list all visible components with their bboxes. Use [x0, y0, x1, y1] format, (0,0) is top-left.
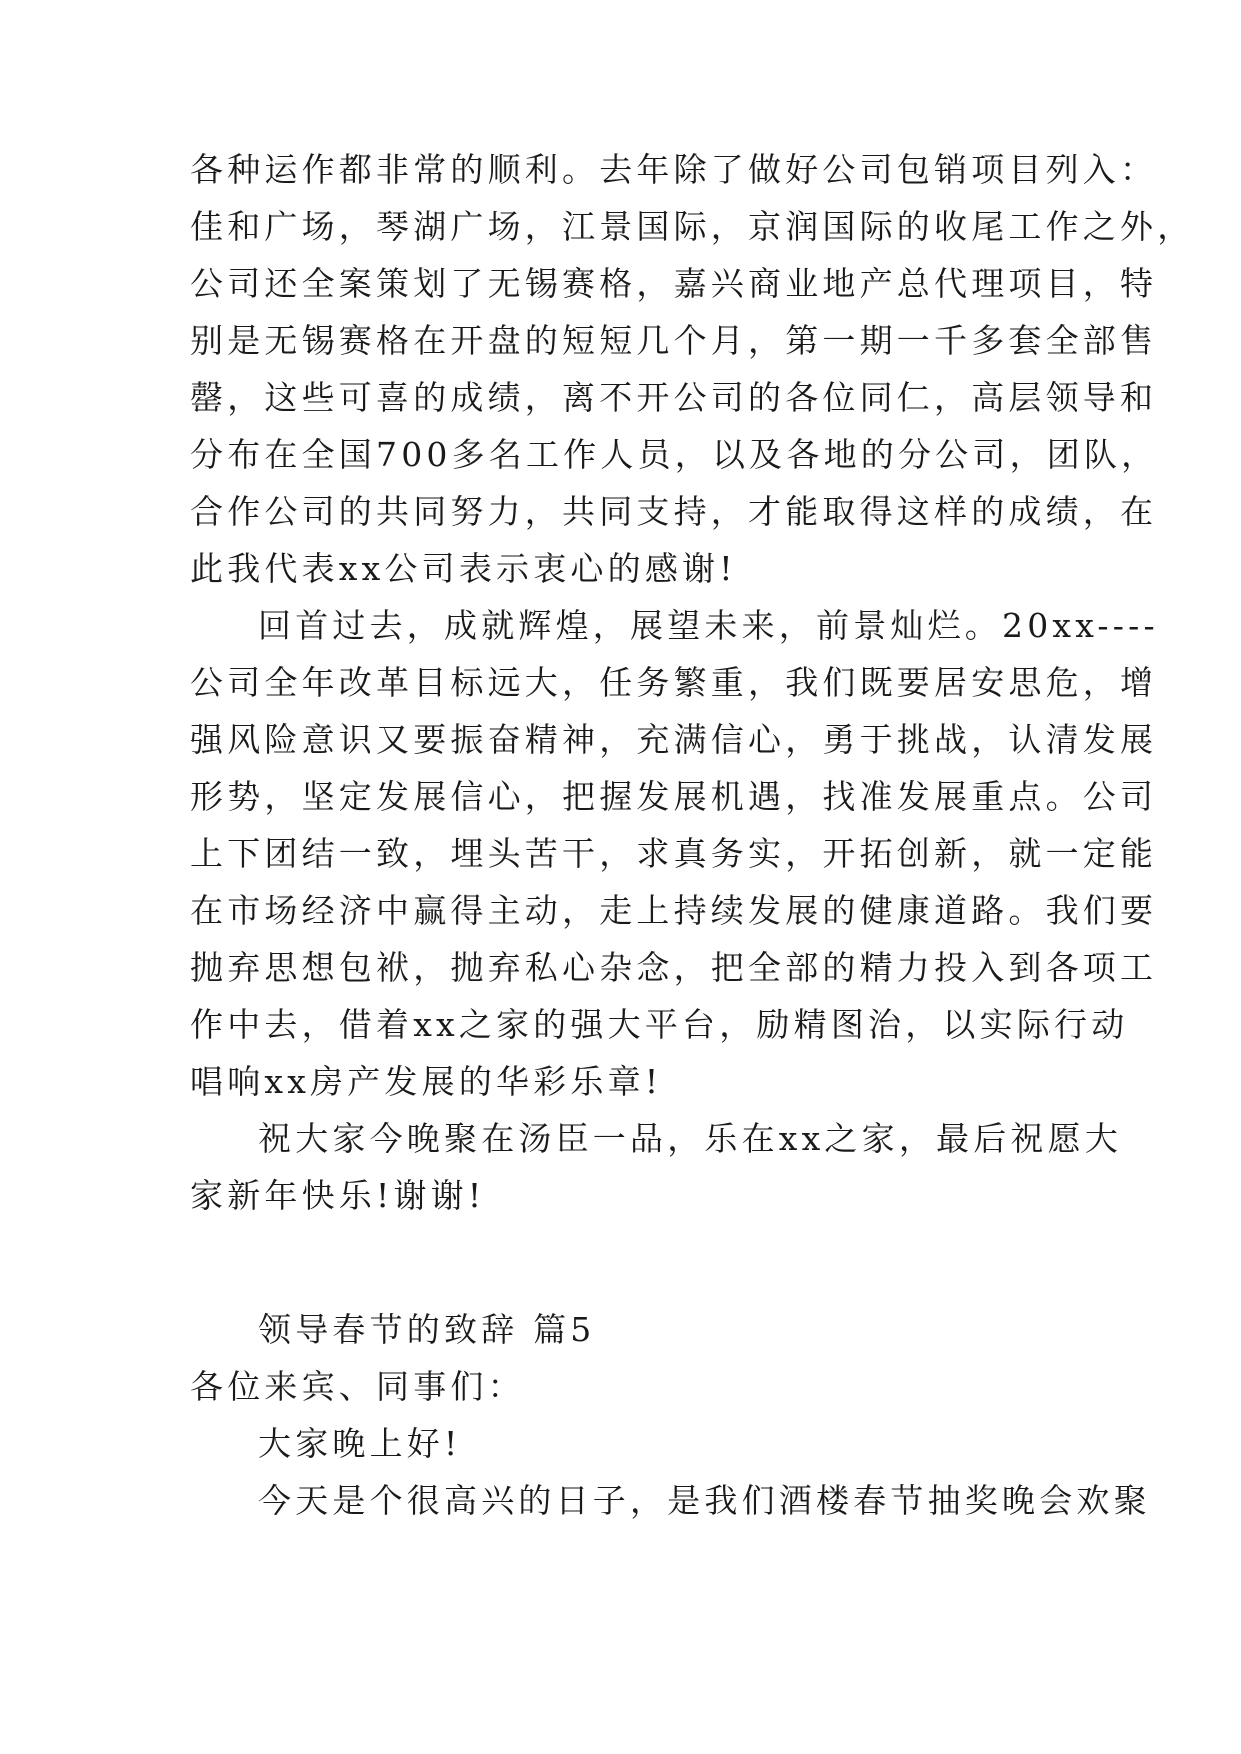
paragraph-1-line-7: 合作公司的共同努力，共同支持，才能取得这样的成绩，在: [190, 492, 1158, 531]
paragraph-1-line-2: 佳和广场，琴湖广场，江景国际，京润国际的收尾工作之外，: [190, 207, 1195, 246]
paragraph-2-line-2: 公司全年改革目标远大，任务繁重，我们既要居安思危，增: [190, 663, 1158, 702]
paragraph-3-line-2: 家新年快乐!谢谢!: [190, 1176, 486, 1215]
paragraph-2-line-4: 形势，坚定发展信心，把握发展机遇，找准发展重点。公司: [190, 777, 1158, 816]
paragraph-1-line-3: 公司还全案策划了无锡赛格，嘉兴商业地产总代理项目，特: [190, 264, 1158, 303]
salutation: 各位来宾、同事们：: [190, 1367, 525, 1406]
paragraph-2-line-1: 回首过去，成就辉煌，展望未来，前景灿烂。20xx----: [258, 606, 1159, 645]
paragraph-2-line-5: 上下团结一致，埋头苦干，求真务实，开拓创新，就一定能: [190, 834, 1158, 873]
paragraph-3-line-1: 祝大家今晚聚在汤臣一品，乐在xx之家，最后祝愿大: [258, 1119, 1123, 1158]
paragraph-1-line-1: 各种运作都非常的顺利。去年除了做好公司包销项目列入：: [190, 150, 1158, 189]
paragraph-1-line-8: 此我代表xx公司表示衷心的感谢!: [190, 549, 737, 588]
paragraph-2-line-3: 强风险意识又要振奋精神，充满信心，勇于挑战，认清发展: [190, 720, 1158, 759]
paragraph-2-line-8: 作中去，借着xx之家的强大平台，励精图治，以实际行动: [190, 1005, 1129, 1044]
greeting: 大家晚上好!: [258, 1424, 462, 1463]
paragraph-2-line-9: 唱响xx房产发展的华彩乐章!: [190, 1062, 663, 1101]
paragraph-2-line-7: 抛弃思想包袱，抛弃私心杂念，把全部的精力投入到各项工: [190, 948, 1158, 987]
paragraph-4-line-1: 今天是个很高兴的日子，是我们酒楼春节抽奖晚会欢聚: [258, 1481, 1151, 1520]
section-heading: 领导春节的致辞 篇5: [258, 1310, 596, 1349]
paragraph-1-line-4: 别是无锡赛格在开盘的短短几个月，第一期一千多套全部售: [190, 321, 1158, 360]
paragraph-2-line-6: 在市场经济中赢得主动，走上持续发展的健康道路。我们要: [190, 891, 1158, 930]
paragraph-1-line-5: 罄，这些可喜的成绩，离不开公司的各位同仁，高层领导和: [190, 378, 1158, 417]
paragraph-1-line-6: 分布在全国700多名工作人员，以及各地的分公司，团队，: [190, 435, 1159, 474]
